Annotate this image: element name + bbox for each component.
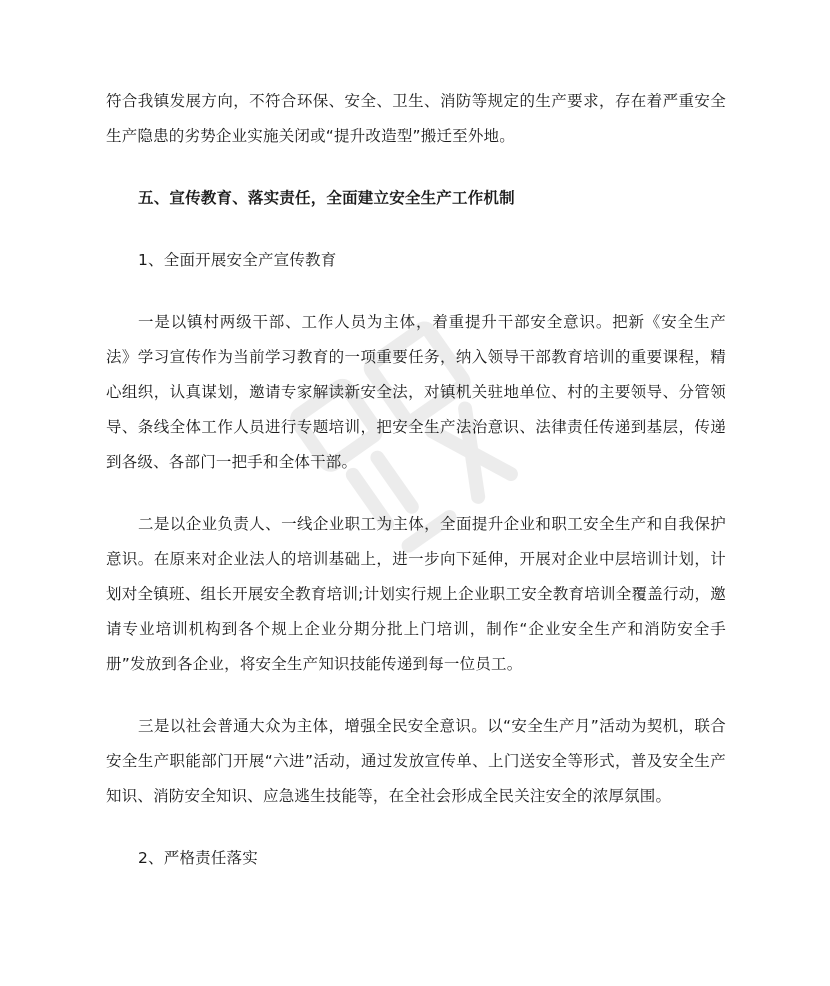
paragraph-cadre-education: 一是以镇村两级干部、工作人员为主体，着重提升干部安全意识。把新《安全生产法》学习宣传作为当前学习教育的一项重要任务，纳入领导干部教育培训的重要课程，精心组织，认真谋划，邀请专家解读新安全法，对镇机关驻地单位、村的主要领导、分管领导、条线全体工作人员进行专题培训，把安全生产法治意识、法律责任传递到基层，传递到各级、各部门一把手和全体干部。 bbox=[106, 313, 726, 471]
subsection-heading-1: 1、全面开展安全产宣传教育 bbox=[138, 251, 337, 269]
paragraph-continued: 符合我镇发展方向，不符合环保、安全、卫生、消防等规定的生产要求，存在着严重安全生产隐患的劣势企业实施关闭或“提升改造型”搬迁至外地。 bbox=[106, 92, 726, 145]
section-heading-5: 五、宣传教育、落实责任，全面建立安全生产工作机制 bbox=[138, 189, 515, 207]
subsection-heading-2: 2、严格责任落实 bbox=[138, 849, 258, 867]
paragraph-public-education: 三是以社会普通大众为主体，增强全民安全意识。以“安全生产月”活动为契机，联合安全生产职能部门开展“六进”活动，通过发放宣传单、上门送安全等形式，普及安全生产知识、消防安全知识、应急逃生技能等，在全社会形成全民关注安全的浓厚氛围。 bbox=[106, 717, 726, 805]
document-body bbox=[106, 84, 726, 876]
paragraph-enterprise-education: 二是以企业负责人、一线企业职工为主体，全面提升企业和职工安全生产和自我保护意识。在原来对企业法人的培训基础上，进一步向下延伸，开展对企业中层培训计划，计划对全镇班、组长开展安全教育培训;计划实行规上企业职工安全教育培训全覆盖行动，邀请专业培训机构到各个规上企业分期分批上门培训，制作“企业安全生产和消防安全手册”发放到各企业，将安全生产知识技能传递到每一位员工。 bbox=[106, 515, 726, 673]
